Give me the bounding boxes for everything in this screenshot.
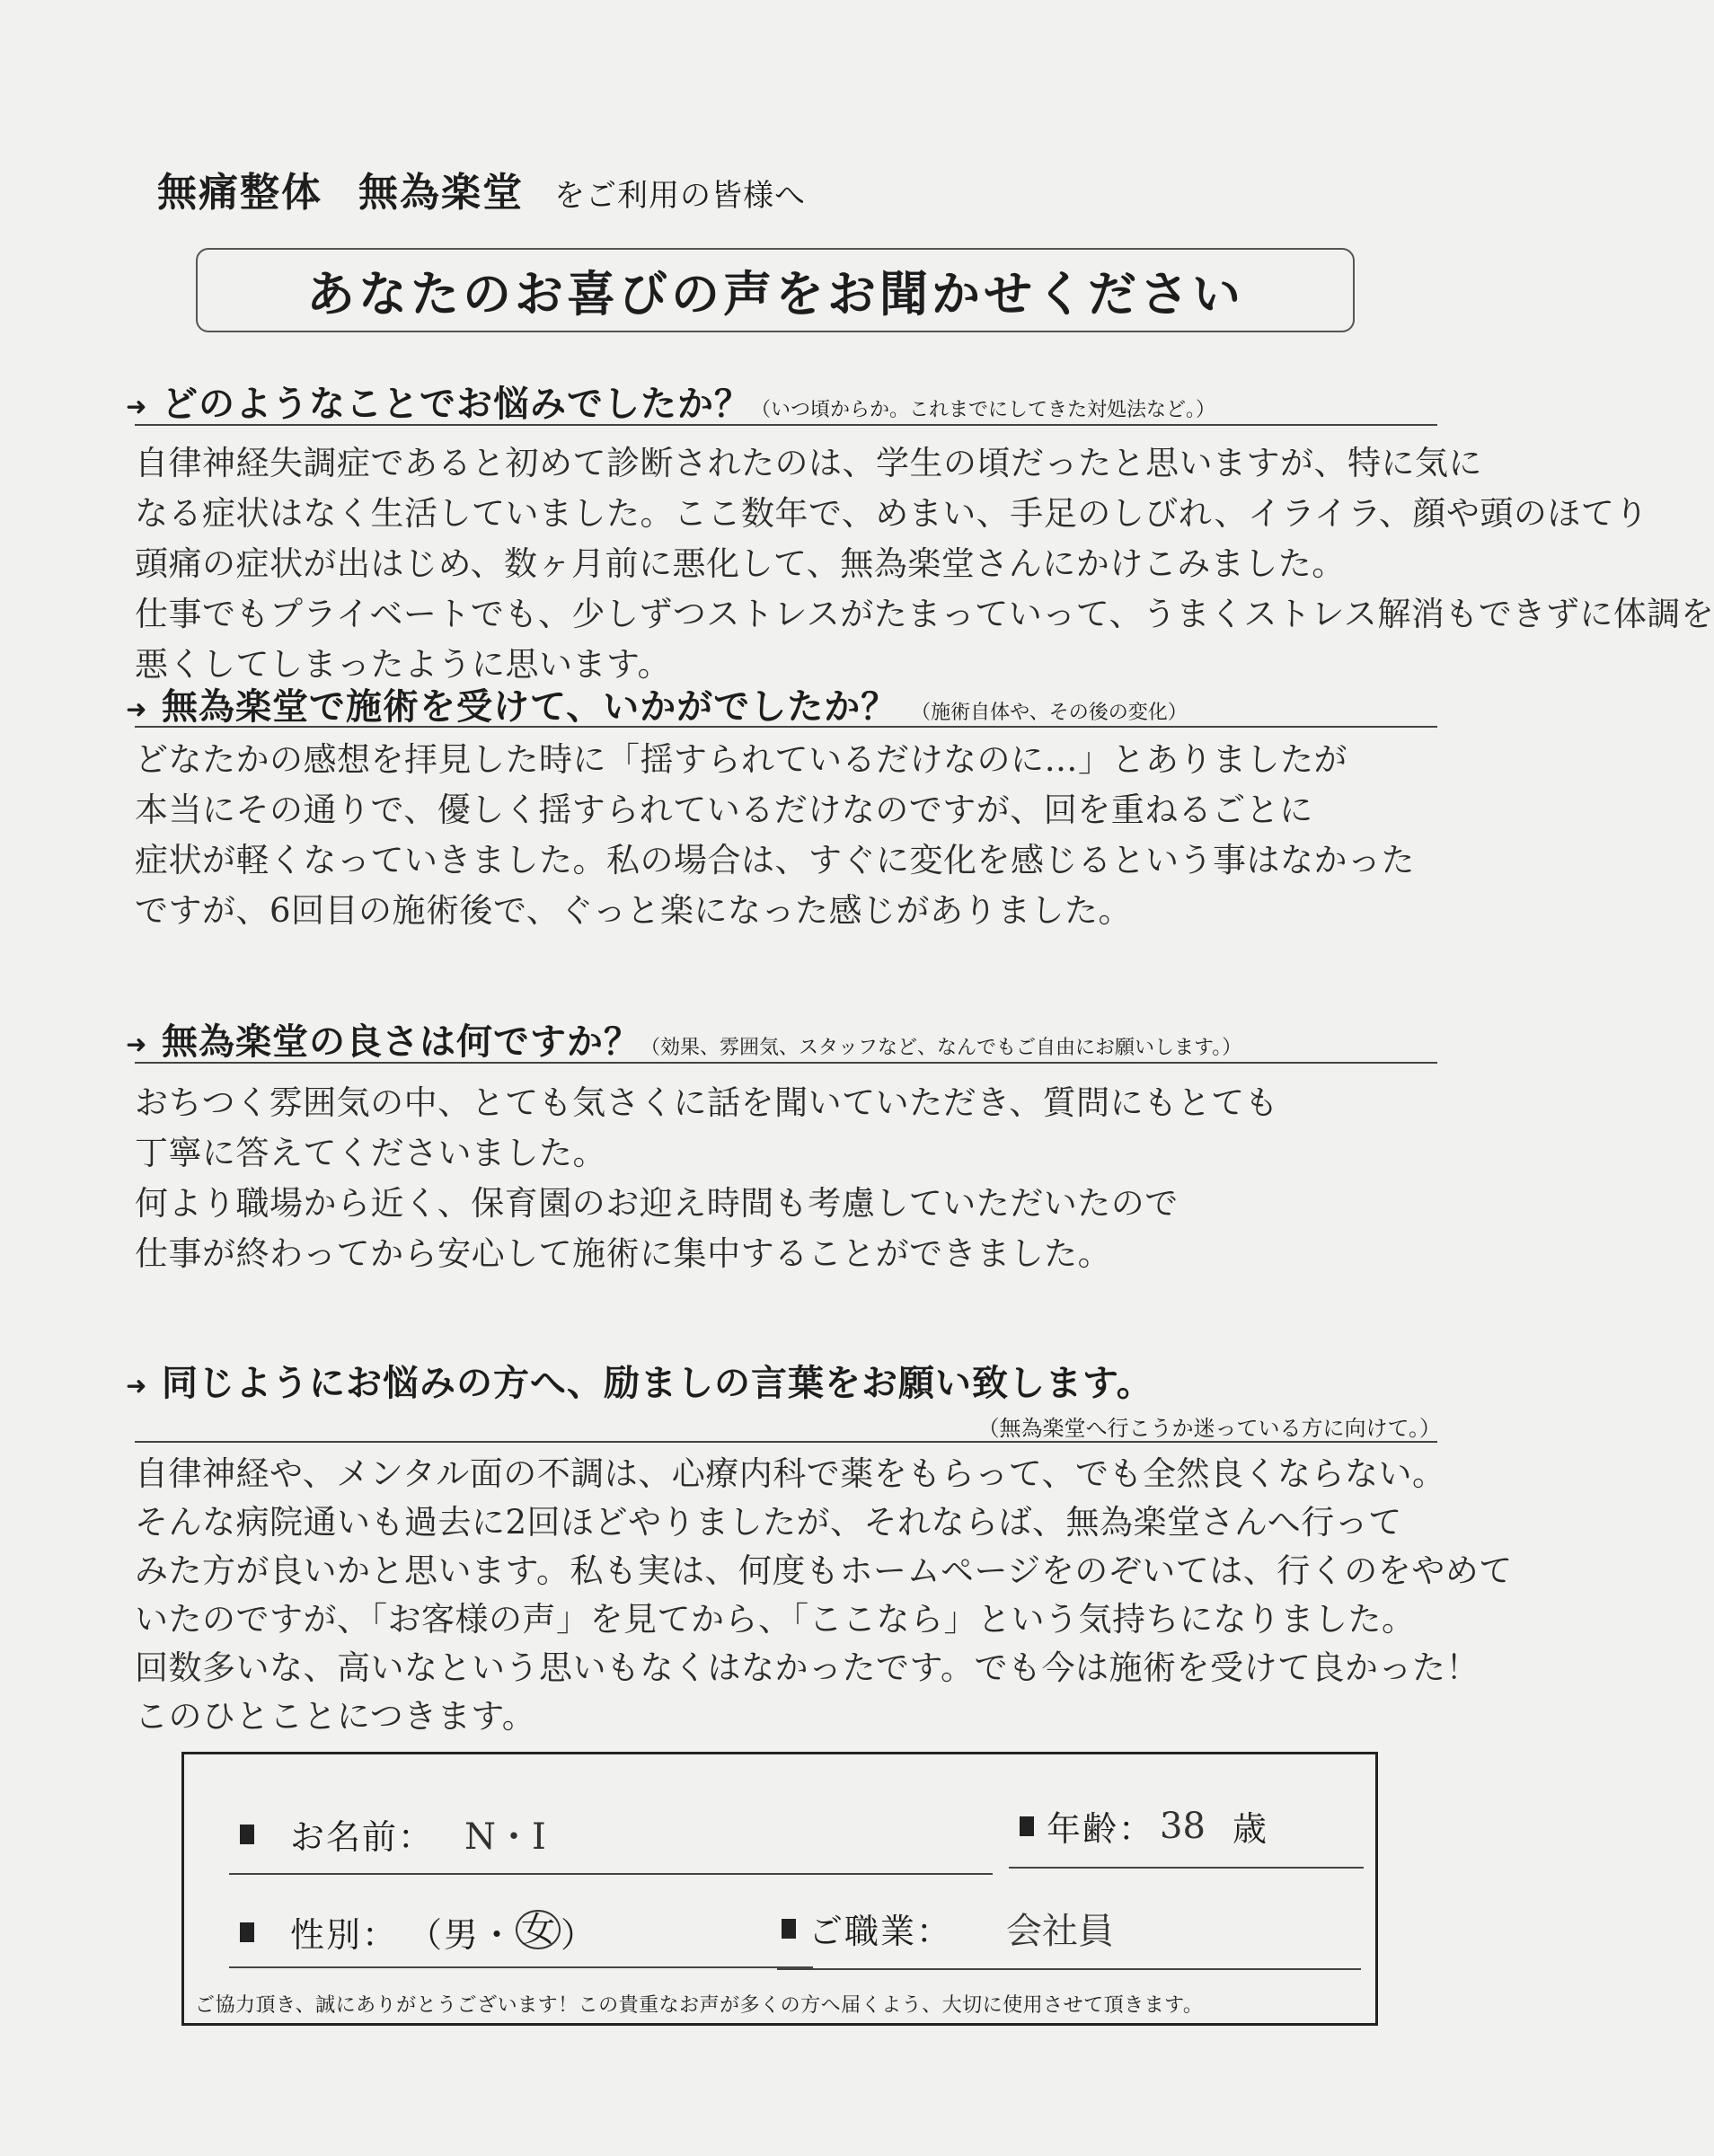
answer-line: みた方が良いかと思います。私も実は、何度もホームページをのぞいては、行くのをやめて <box>135 1551 1513 1590</box>
answer-line: 症状が軽くなっていきました。私の場合は、すぐに変化を感じるという事はなかった <box>135 841 1415 879</box>
clinic-name-2: 無為楽堂 <box>358 170 524 216</box>
answer-line: 頭痛の症状が出はじめ、数ヶ月前に悪化して、無為楽堂さんにかけこみました。 <box>135 544 1346 583</box>
answer-line: 自律神経失調症であると初めて診断されたのは、学生の頃だったと思いますが、特に気に <box>135 444 1482 482</box>
square-bullet-icon <box>240 1922 254 1942</box>
age-unit: 歳 <box>1232 1809 1268 1849</box>
answer-line: そんな病院通いも過去に2回ほどやりましたが、それならば、無為楽堂さんへ行って <box>135 1503 1402 1542</box>
divider <box>135 726 1437 728</box>
answer-line: どなたかの感想を拝見した時に「揺すられているだけなのに…」とありましたが <box>135 740 1347 779</box>
greeting: をご利用の皆様へ <box>554 178 806 214</box>
question-2-hint: （施術自体や、その後の変化） <box>911 702 1188 724</box>
occupation-field: ご職業： 会社員 <box>782 1903 1114 1954</box>
name-value: N・I <box>464 1816 546 1858</box>
answer-line: いたのですが、「お客様の声」を見てから、「ここなら」という気持ちになりました。 <box>135 1600 1416 1639</box>
answer-4 <box>135 1450 1513 1741</box>
header <box>157 160 806 217</box>
divider <box>135 1062 1437 1064</box>
clinic-name: 無痛整体 <box>157 170 322 216</box>
page-title: あなたのお喜びの声をお聞かせください <box>196 248 1355 332</box>
footer-note: ご協力頂き、誠にありがとうございます！この貴重なお声が多くの方へ届くよう、大切に使用させて頂きます。 <box>195 1994 1204 2017</box>
answer-line: 回数多いな、高いなという思いもなくはなかったです。でも今は施術を受けて良かった！ <box>135 1648 1480 1687</box>
gender-selected: 女 <box>516 1910 561 1949</box>
square-bullet-icon <box>240 1825 254 1844</box>
question-3: ➜ 無為楽堂の良さは何ですか？（効果、雰囲気、スタッフなど、なんでもご自由にお願いします。） <box>126 1021 1242 1063</box>
name-underline <box>229 1873 993 1875</box>
question-1-hint: （いつ頃からか。これまでにしてきた対処法など。） <box>751 399 1216 421</box>
name-field: お名前： N・I <box>240 1808 546 1860</box>
respondent-info-box <box>181 1752 1378 2026</box>
square-bullet-icon <box>1020 1816 1034 1836</box>
answer-line: 何より職場から近く、保育園のお迎え時間も考慮していただいたので <box>135 1184 1179 1223</box>
answer-2 <box>135 735 1455 936</box>
occupation-underline <box>777 1968 1361 1970</box>
question-3-hint: （効果、雰囲気、スタッフなど、なんでもご自由にお願いします。） <box>641 1037 1242 1059</box>
age-underline <box>1009 1867 1364 1869</box>
gender-underline <box>229 1966 813 1968</box>
answer-line: 仕事でもプライベートでも、少しずつストレスがたまっていって、うまくストレス解消もできずに体調を <box>135 595 1714 633</box>
arrow-icon: ➜ <box>126 1370 148 1401</box>
question-4-hint: （無為楽堂へ行こうか迷っている方に向けて。） <box>977 1416 1441 1441</box>
gender-field: 性別： （男・ 女 ） <box>240 1907 596 1957</box>
answer-3 <box>135 1078 1455 1279</box>
question-4: ➜ 同じようにお悩みの方へ、励ましの言葉をお願い致します。 <box>126 1363 1153 1404</box>
answer-line: なる症状はなく生活していました。ここ数年で、めまい、手足のしびれ、イライラ、顔や頭のほてり <box>135 494 1648 533</box>
arrow-icon: ➜ <box>126 391 148 421</box>
question-2: ➜ 無為楽堂で施術を受けて、いかがでしたか？ （施術自体や、その後の変化） <box>126 686 1188 728</box>
arrow-icon: ➜ <box>126 694 148 724</box>
answer-1 <box>135 438 1714 690</box>
arrow-icon: ➜ <box>126 1029 148 1059</box>
answer-line: 丁寧に答えてくださいました。 <box>135 1134 606 1172</box>
occupation-value: 会社員 <box>1006 1911 1115 1952</box>
answer-line: このひとことにつきます。 <box>135 1697 536 1736</box>
age-value: 38 <box>1160 1805 1206 1847</box>
square-bullet-icon <box>782 1919 796 1939</box>
answer-line: ですが、6回目の施術後で、ぐっと楽になった感じがありました。 <box>135 891 1133 930</box>
answer-line: 本当にその通りで、優しく揺すられているだけなのですが、回を重ねるごとに <box>135 791 1313 829</box>
question-1: ➜ どのようなことでお悩みでしたか？（いつ頃からか。これまでにしてきた対処法など。） <box>126 384 1216 425</box>
answer-line: 自律神経や、メンタル面の不調は、心療内科で薬をもらって、でも全然良くならない。 <box>135 1454 1446 1493</box>
answer-line: 悪くしてしまったように思います。 <box>135 645 672 684</box>
divider <box>135 424 1437 426</box>
answer-line: おちつく雰囲気の中、とても気さくに話を聞いていただき、質問にもとても <box>135 1083 1279 1122</box>
divider <box>135 1441 1437 1443</box>
answer-line: 仕事が終わってから安心して施術に集中することができました。 <box>135 1234 1112 1273</box>
age-field: 年齢： 38 歳 <box>1020 1801 1268 1851</box>
